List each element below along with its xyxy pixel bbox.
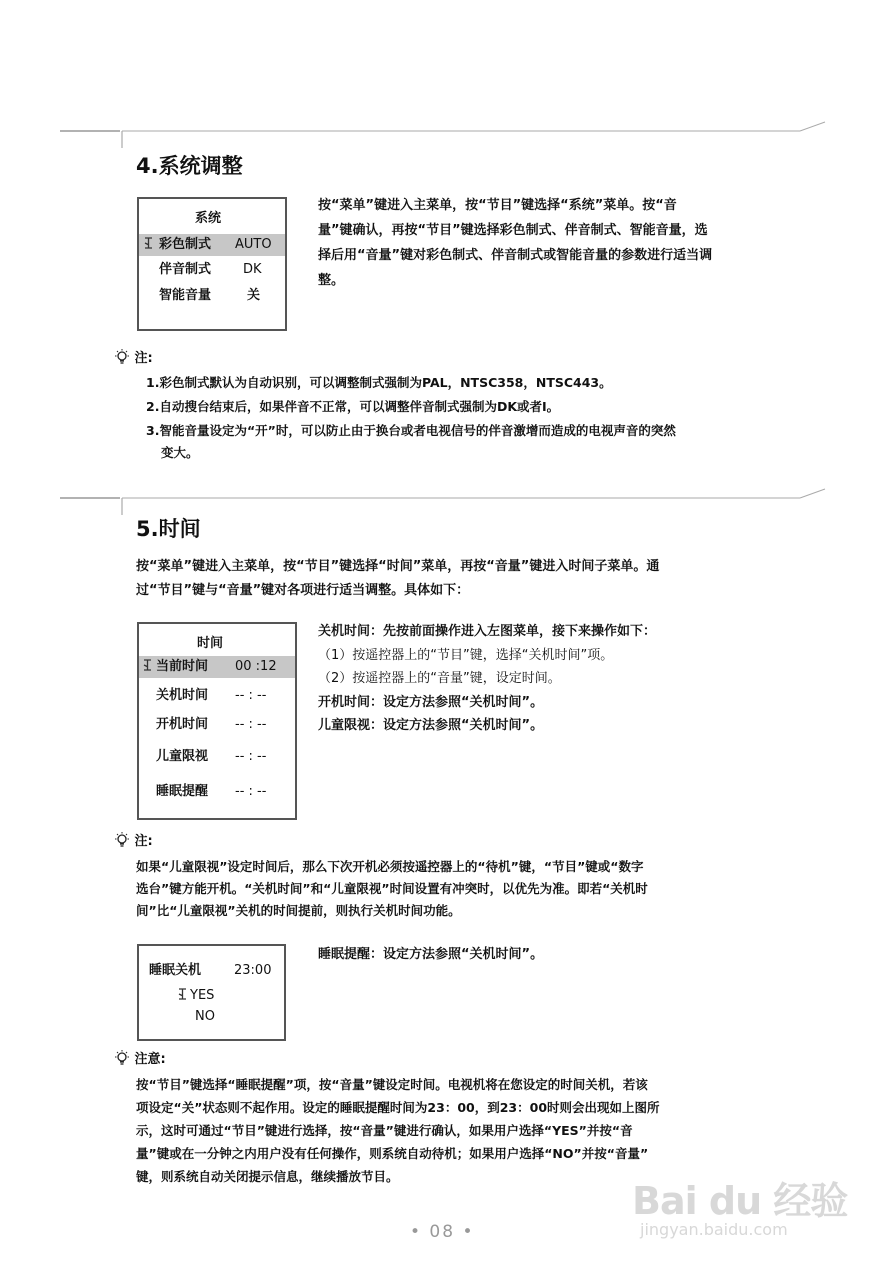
time-menu-value: -- : -- xyxy=(235,784,267,799)
time-menu-value: -- : -- xyxy=(235,688,267,703)
time-menu-value: -- : -- xyxy=(235,717,267,732)
attention-line: 键，则系统自动关闭提示信息，继续播放节目。 xyxy=(136,1169,399,1184)
system-menu-box xyxy=(137,197,287,331)
cursor-icon xyxy=(177,988,188,1000)
lightbulb-icon xyxy=(114,832,130,848)
attention-line: 量”键或在一分钟之内用户没有任何操作，则系统自动待机；如果用户选择“NO”并按“音量” xyxy=(136,1146,649,1161)
time-menu-value: -- : -- xyxy=(235,749,267,764)
sleep-option-yes[interactable] xyxy=(177,985,257,1007)
system-menu-row-color[interactable] xyxy=(139,234,285,256)
time-menu-label: 关机时间 xyxy=(156,688,209,703)
lightbulb-icon xyxy=(114,349,130,365)
paragraph-line: 整。 xyxy=(318,273,345,288)
instruction-line: （1）按遥控器上的“节目”键，选择“关机时间”项。 xyxy=(318,648,614,663)
time-menu-label: 开机时间 xyxy=(156,717,209,732)
sleep-time: 23:00 xyxy=(234,963,272,978)
instruction-line: （2）按遥控器上的“音量”键，设定时间。 xyxy=(318,671,561,686)
note-line: 2.自动搜台结束后，如果伴音不正常，可以调整伴音制式强制为DK或者I。 xyxy=(146,399,560,414)
note-header xyxy=(114,830,153,849)
instruction-line: 开机时间：设定方法参照“关机时间”。 xyxy=(318,695,544,710)
note-line: 选台”键方能开机。“关机时间”和“儿童限视”时间设置有冲突时，以优先为准。即若“关机时 xyxy=(136,881,648,896)
note-label: 注: xyxy=(134,351,153,366)
sleep-prompt-row xyxy=(149,960,279,982)
baidu-jingyan-watermark: Bai du 经验 xyxy=(632,1179,848,1223)
section4-divider xyxy=(60,118,830,148)
note-line: 3.智能音量设定为“开”时，可以防止由于换台或者电视信号的伴音激增而造成的电视声音的突然 xyxy=(146,423,676,438)
system-menu-value: DK xyxy=(243,262,262,277)
time-menu-label: 儿童限视 xyxy=(156,749,209,764)
time-menu-title: 时间 xyxy=(197,636,224,651)
paragraph-line: 择后用“音量”键对彩色制式、伴音制式或智能音量的参数进行适当调 xyxy=(318,248,713,263)
system-menu-value: AUTO xyxy=(235,237,272,252)
time-menu-row-on[interactable] xyxy=(139,714,295,736)
sleep-option-no[interactable] xyxy=(195,1006,255,1028)
time-menu-value: 00 :12 xyxy=(235,659,277,674)
paragraph-line: 过“节目”键与“音量”键对各项进行适当调整。具体如下： xyxy=(136,583,470,598)
paragraph-line: 按“菜单”键进入主菜单，按“节目”键选择“时间”菜单，再按“音量”键进入时间子菜单。通 xyxy=(136,559,660,574)
paragraph-line: 量”键确认，再按“节目”键选择彩色制式、伴音制式、智能音量，选 xyxy=(318,223,708,238)
option-no-label: NO xyxy=(195,1009,215,1024)
time-menu-label: 睡眠提醒 xyxy=(156,784,209,799)
system-menu-label: 智能音量 xyxy=(159,288,212,303)
time-menu-row-current[interactable] xyxy=(139,656,295,678)
sleep-prompt-box xyxy=(137,944,286,1041)
section4-title: 4.系统调整 xyxy=(136,154,243,178)
instruction-line: 关机时间：先按前面操作进入左图菜单，接下来操作如下： xyxy=(318,624,657,639)
section5-divider xyxy=(60,485,830,515)
time-menu-row-off[interactable] xyxy=(139,685,295,707)
note-line: 间”比“儿童限视”关机的时间提前，则执行关机时间功能。 xyxy=(136,903,461,918)
sleep-description: 睡眠提醒：设定方法参照“关机时间”。 xyxy=(318,947,544,962)
note-header xyxy=(114,347,153,366)
attention-header xyxy=(114,1048,166,1067)
cursor-icon xyxy=(143,234,156,256)
attention-label: 注意: xyxy=(134,1052,166,1067)
system-menu-value: 关 xyxy=(247,288,261,303)
time-menu-label: 当前时间 xyxy=(156,659,209,674)
system-menu-title: 系统 xyxy=(195,211,222,226)
section5-title: 5.时间 xyxy=(136,517,201,541)
note-line: 如果“儿童限视”设定时间后，那么下次开机必须按遥控器上的“待机”键，“节目”键或“数字 xyxy=(136,859,644,874)
system-menu-row-volume[interactable] xyxy=(139,285,285,307)
system-menu-label: 彩色制式 xyxy=(159,237,212,252)
attention-line: 示，这时可通过“节目”键进行选择，按“音量”键进行确认，如果用户选择“YES”并按“音 xyxy=(136,1123,633,1138)
option-yes-label: YES xyxy=(190,988,215,1003)
time-menu-row-child[interactable] xyxy=(139,746,295,768)
system-menu-row-audio[interactable] xyxy=(139,259,285,281)
instruction-line: 儿童限视：设定方法参照“关机时间”。 xyxy=(318,718,544,733)
sleep-label: 睡眠关机 xyxy=(149,963,202,978)
note-line: 1.彩色制式默认为自动识别，可以调整制式强制为PAL，NTSC358，NTSC443。 xyxy=(146,375,612,390)
attention-line: 项设定“关”状态则不起作用。设定的睡眠提醒时间为23：00，到23：00时则会出现如上图所 xyxy=(136,1100,660,1115)
paragraph-line: 按“菜单”键进入主菜单，按“节目”键选择“系统”菜单。按“音 xyxy=(318,198,677,213)
time-menu-row-sleep[interactable] xyxy=(139,781,295,803)
system-menu-label: 伴音制式 xyxy=(159,262,212,277)
attention-line: 按“节目”键选择“睡眠提醒”项，按“音量”键设定时间。电视机将在您设定的时间关机，若该 xyxy=(136,1077,648,1092)
lightbulb-icon xyxy=(114,1050,130,1066)
cursor-icon xyxy=(142,656,155,678)
note-line: 变大。 xyxy=(161,445,199,460)
note-label: 注: xyxy=(134,834,153,849)
watermark-url: jingyan.baidu.com xyxy=(640,1220,788,1239)
time-menu-box xyxy=(137,622,297,820)
page-number: • 08 • xyxy=(410,1222,475,1242)
